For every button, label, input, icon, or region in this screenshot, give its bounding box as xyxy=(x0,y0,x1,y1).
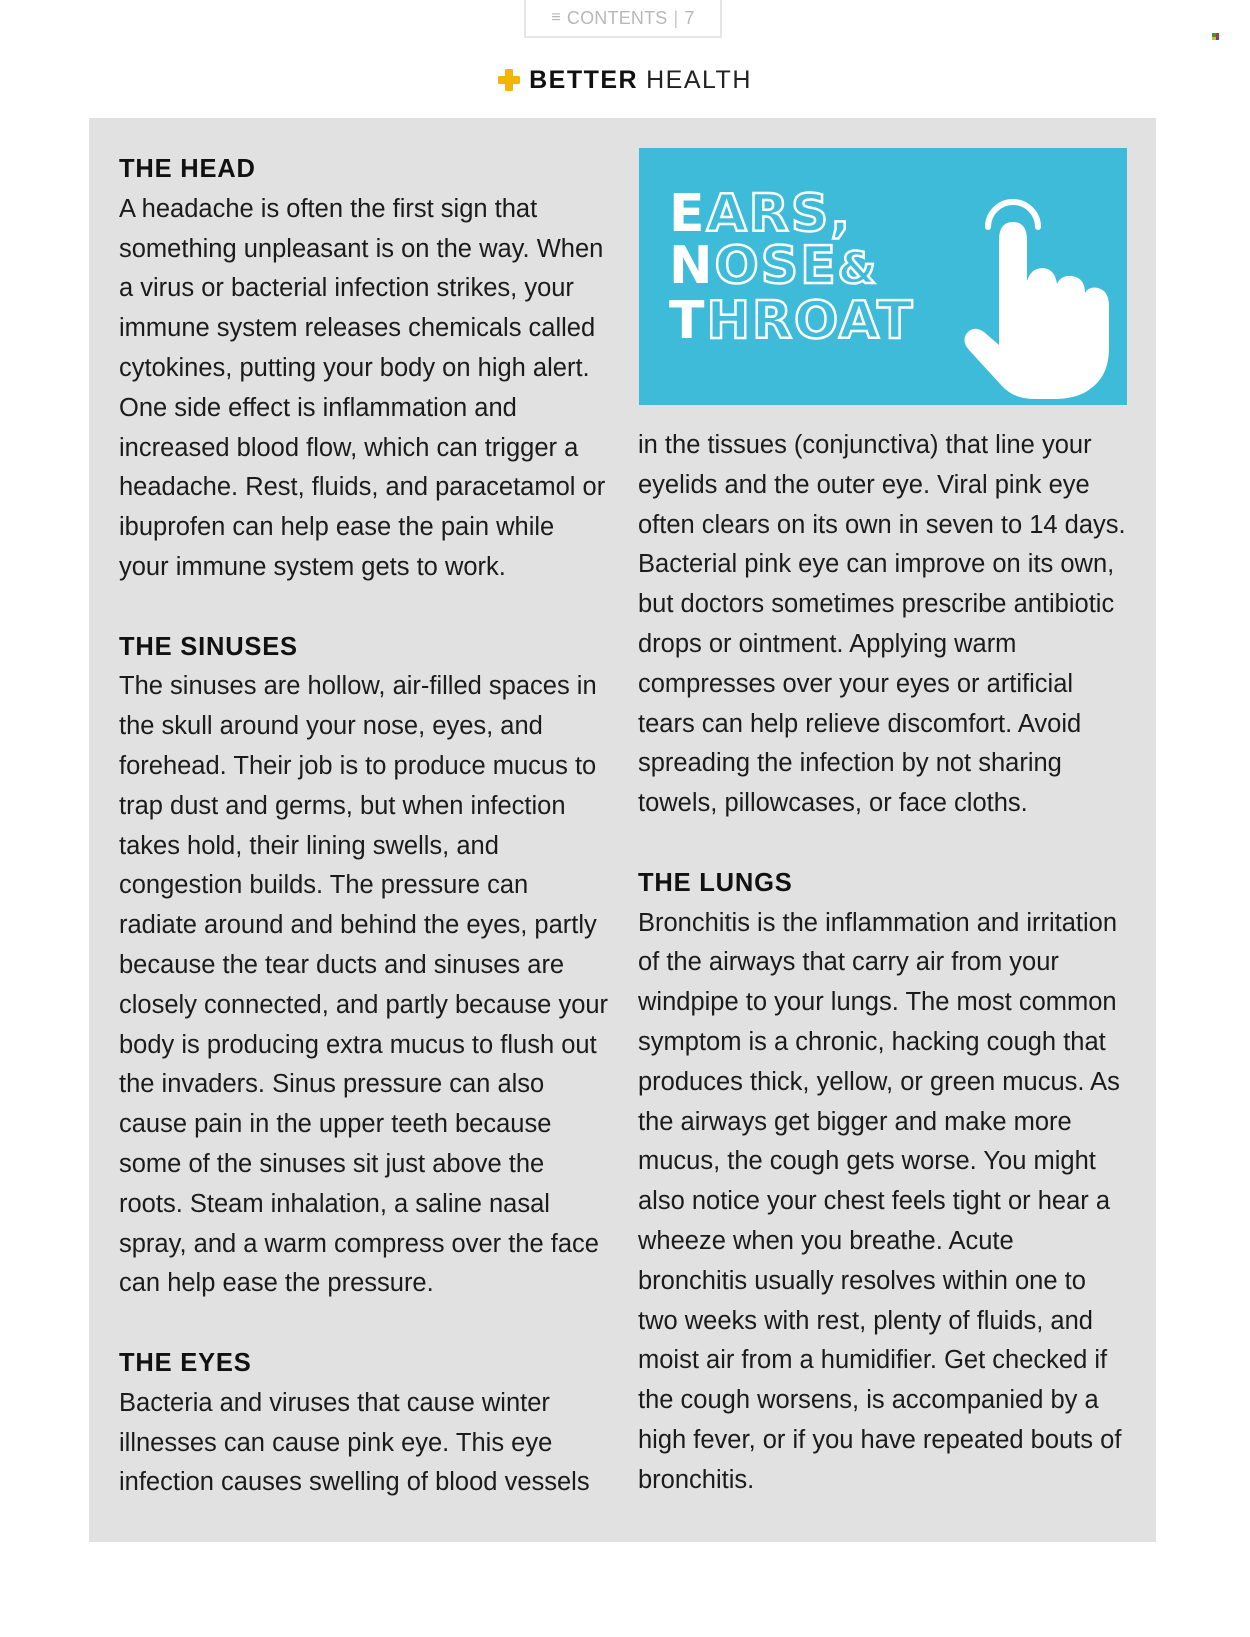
section-header xyxy=(0,62,1250,98)
section-title-strong: BETTER xyxy=(529,65,639,94)
banner-line2-amp: & xyxy=(837,243,879,294)
right-column xyxy=(638,426,1128,1501)
contents-tab[interactable] xyxy=(524,0,722,38)
corner-logo-icon xyxy=(1212,33,1219,40)
section-title-light: HEALTH xyxy=(646,65,752,94)
left-column xyxy=(119,150,609,1503)
heading-the-sinuses: THE SINUSES xyxy=(119,632,298,661)
heading-the-lungs: THE LUNGS xyxy=(638,868,793,897)
pointing-hand-icon xyxy=(639,148,1127,405)
menu-icon: ≡ xyxy=(551,9,561,26)
banner-line3-initial: T xyxy=(669,291,707,351)
body-the-sinuses: The sinuses are hollow, air-filled spaces in the skull around your nose, eyes, and forehead. Their job is to produce mucus to trap dust and germs, but when infection takes hold, their lining swells, and congestion builds. The pressure can radiate around and behind the eyes, partly because the tear ducts and sinuses are closely connected, and partly because your body is producing extra mucus to flush out the invaders. Sinus pressure can also cause pain in the upper teeth because some of the sinuses sit just above the roots. Steam inhalation, a saline nasal spray, and a warm compress over the face can help ease the pressure. xyxy=(119,672,609,1298)
plus-icon xyxy=(498,69,520,91)
banner-line3-rest: HROAT xyxy=(706,291,915,351)
page-number: 7 xyxy=(684,7,695,28)
banner-line1-rest: ARS, xyxy=(706,184,853,244)
body-the-eyes-part1: Bacteria and viruses that cause winter illnesses can cause pink eye. This eye infection causes swelling of blood vessels xyxy=(119,1388,590,1497)
banner-line2-rest: OSE xyxy=(714,236,838,296)
body-the-head: A headache is often the first sign that something unpleasant is on the way. When a virus or bacterial infection strikes, your immune system releases chemicals called cytokines, putting your body on high alert. One side effect is inflammation and increased blood flow, which can trigger a headache. Rest, fluids, and paracetamol or ibuprofen can help ease the pain while your immune system gets to work. xyxy=(119,194,606,581)
body-the-lungs: Bronchitis is the inflammation and irritation of the airways that carry air from your windpipe to your lungs. The most common symptom is a chronic, hacking cough that produces thick, yellow, or green mucus. As the airways get bigger and make more mucus, the cough gets worse. You might also notice your chest feels tight or hear a wheeze when you breathe. Acute bronchitis usually resolves within one to two weeks with rest, plenty of fluids, and moist air from a humidifier. Get checked if the cough worsens, is accompanied by a high fever, or if you have repeated bouts of bronchitis. xyxy=(638,908,1122,1494)
banner-line2-initial: N xyxy=(669,236,715,296)
heading-the-head: THE HEAD xyxy=(119,155,256,183)
ears-nose-throat-banner xyxy=(639,148,1127,405)
body-the-eyes-part2: in the tissues (conjunctiva) that line your eyelids and the outer eye. Viral pink eye often clears on its own in seven to 14 days. Bacterial pink eye can improve on its own, but doctors sometimes prescribe antibiotic drops or ointment. Applying warm compresses over your eyes or artificial tears can help relieve discomfort. Avoid spreading the infection by not sharing towels, pillowcases, or face cloths. xyxy=(638,431,1126,818)
heading-the-eyes: THE EYES xyxy=(119,1348,252,1377)
contents-label: CONTENTS xyxy=(566,7,668,28)
banner-line1-initial: E xyxy=(669,184,707,244)
separator: | xyxy=(673,7,679,28)
